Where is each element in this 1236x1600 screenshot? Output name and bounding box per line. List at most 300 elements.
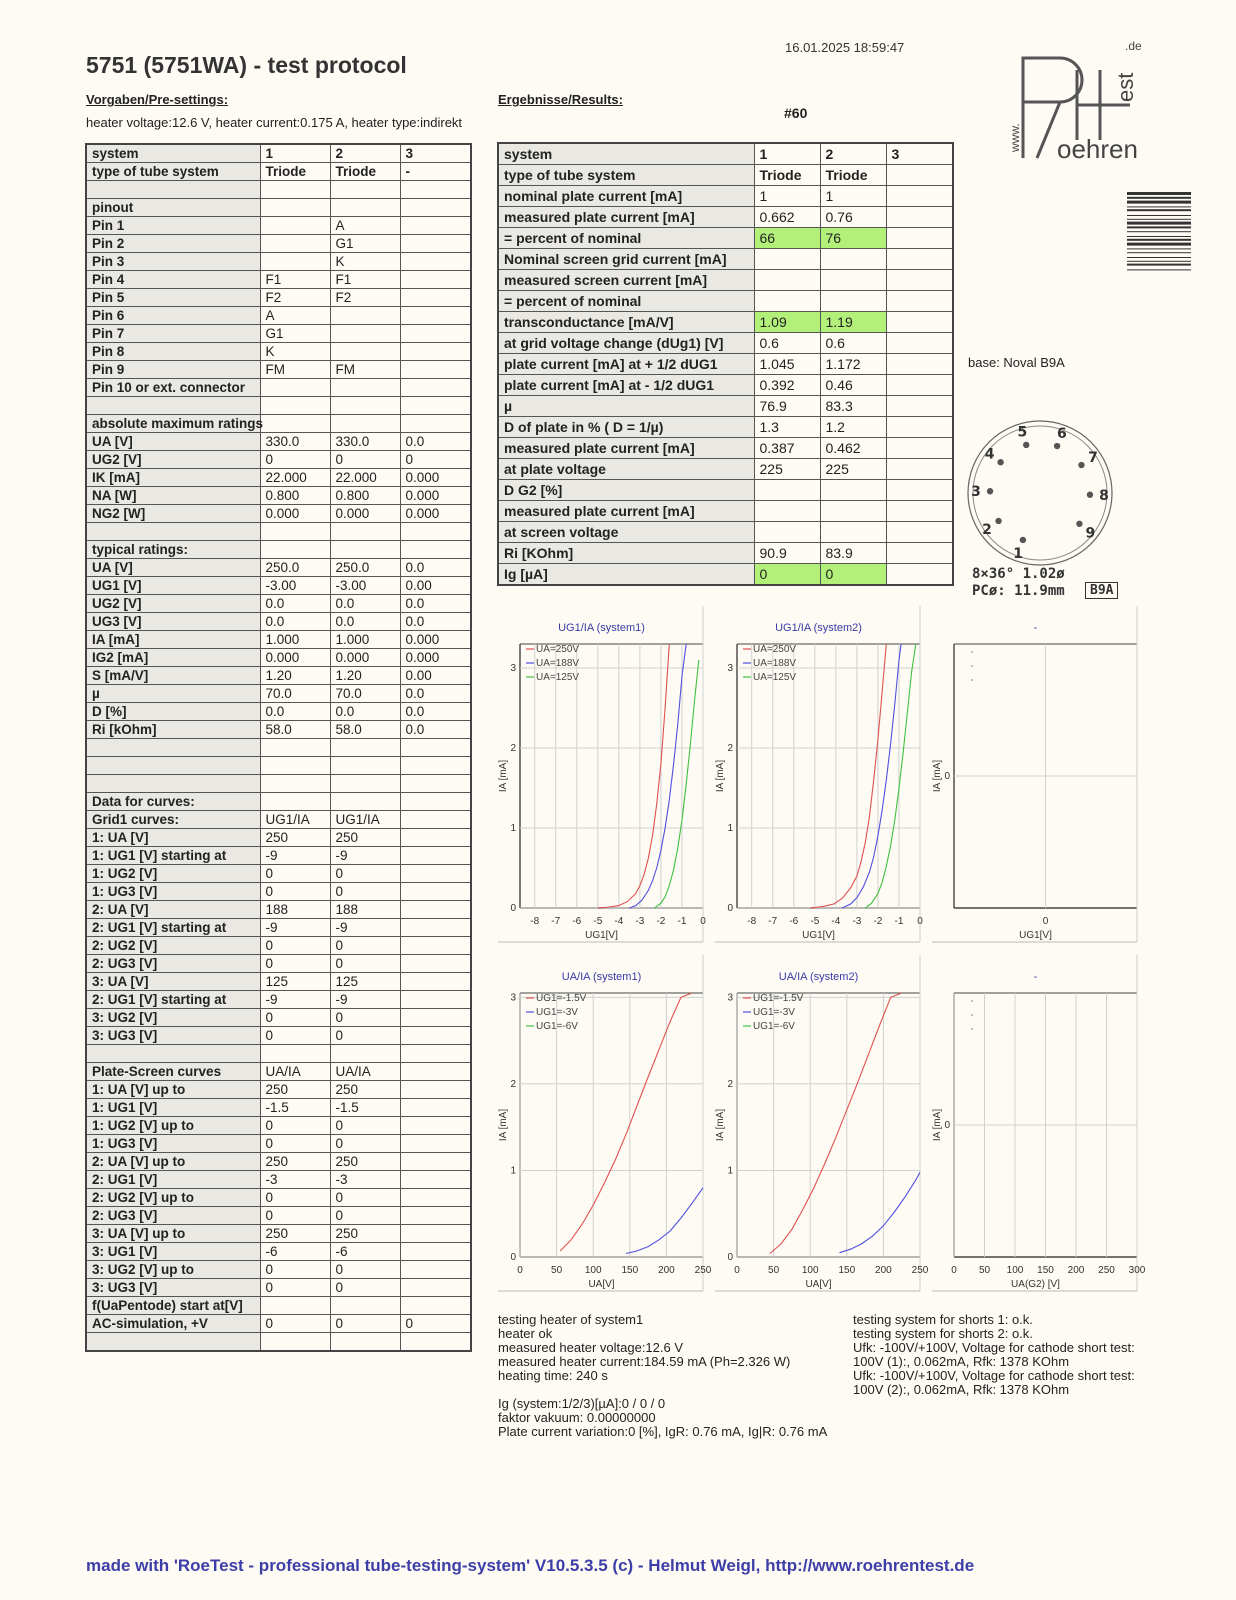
cell-value: 330.0 bbox=[260, 433, 330, 451]
table-row bbox=[86, 199, 471, 217]
cell-value bbox=[260, 793, 330, 811]
pin-number: 5 bbox=[1017, 424, 1028, 441]
cell-value: 0.0 bbox=[400, 559, 471, 577]
cell-value: -6 bbox=[330, 1243, 400, 1261]
cell-value: 0 bbox=[260, 451, 330, 469]
cell-value: 0 bbox=[260, 1207, 330, 1225]
row-label: Grid1 curves: bbox=[86, 811, 260, 829]
table-row bbox=[86, 1189, 471, 1207]
cell-value: UA/IA bbox=[330, 1063, 400, 1081]
x-axis-label: UG1[V] bbox=[585, 930, 618, 941]
cell-value: 0 bbox=[260, 1009, 330, 1027]
cell-value: FM bbox=[330, 361, 400, 379]
cell-value bbox=[886, 522, 953, 543]
cell-value: 1.3 bbox=[754, 417, 820, 438]
cell-value bbox=[260, 775, 330, 793]
cell-value: 225 bbox=[754, 459, 820, 480]
legend-entry: UA=188V bbox=[753, 658, 797, 669]
test-number: #60 bbox=[784, 105, 808, 121]
table-row bbox=[86, 883, 471, 901]
cell-value bbox=[400, 289, 471, 307]
cell-value bbox=[886, 291, 953, 312]
cell-value: 0 bbox=[400, 1315, 471, 1333]
table-row bbox=[86, 847, 471, 865]
cell-value bbox=[400, 397, 471, 415]
table-row bbox=[498, 396, 953, 417]
row-label: Plate-Screen curves bbox=[86, 1063, 260, 1081]
row-label: D G2 [%] bbox=[498, 480, 754, 501]
cell-value bbox=[400, 1207, 471, 1225]
row-label: Nominal screen grid current [mA] bbox=[498, 249, 754, 270]
cell-value bbox=[330, 793, 400, 811]
presettings-text: heater voltage:12.6 V, heater current:0.175 A, heater type:indirekt bbox=[86, 115, 463, 130]
cell-value: A bbox=[260, 307, 330, 325]
cell-value: 0 bbox=[330, 1315, 400, 1333]
chart-title: UA/IA (system1) bbox=[561, 971, 642, 983]
row-label: plate current [mA] at - 1/2 dUG1 bbox=[498, 375, 754, 396]
row-label: 1: UA [V] up to bbox=[86, 1081, 260, 1099]
cell-value bbox=[400, 883, 471, 901]
cell-value: 0 bbox=[330, 1189, 400, 1207]
cell-value: 1.045 bbox=[754, 354, 820, 375]
table-row bbox=[86, 433, 471, 451]
cell-value bbox=[400, 307, 471, 325]
table-row bbox=[86, 757, 471, 775]
table-row bbox=[86, 217, 471, 235]
row-label: µ bbox=[86, 685, 260, 703]
y-tick-label: 0 bbox=[944, 771, 950, 782]
cell-value: -6 bbox=[260, 1243, 330, 1261]
row-label: D of plate in % ( D = 1/µ) bbox=[498, 417, 754, 438]
cell-value bbox=[886, 270, 953, 291]
cell-value: 1 bbox=[260, 144, 330, 163]
cell-value: 2 bbox=[330, 144, 400, 163]
cell-value: 0 bbox=[260, 937, 330, 955]
table-row bbox=[86, 1243, 471, 1261]
row-label: 3: UG1 [V] bbox=[86, 1243, 260, 1261]
table-row bbox=[86, 955, 471, 973]
row-label: Pin 7 bbox=[86, 325, 260, 343]
cell-value: 90.9 bbox=[754, 543, 820, 564]
x-tick-label: -7 bbox=[551, 916, 561, 927]
cell-value: -9 bbox=[260, 919, 330, 937]
row-label: 3: UA [V] bbox=[86, 973, 260, 991]
x-tick-label: 200 bbox=[1067, 1265, 1085, 1276]
table-row bbox=[498, 501, 953, 522]
y-tick-label: 3 bbox=[727, 663, 733, 674]
table-row bbox=[86, 721, 471, 739]
table-row bbox=[86, 1063, 471, 1081]
x-tick-label: 50 bbox=[551, 1265, 563, 1276]
cell-value: FM bbox=[260, 361, 330, 379]
y-axis-label: IA [mA] bbox=[932, 759, 943, 793]
row-label: Pin 2 bbox=[86, 235, 260, 253]
cell-value bbox=[400, 865, 471, 883]
row-label bbox=[86, 181, 260, 199]
series-line bbox=[770, 993, 902, 1254]
legend-entry: UG1=-3V bbox=[753, 1007, 795, 1018]
cell-value: 188 bbox=[330, 901, 400, 919]
cell-value: 70.0 bbox=[260, 685, 330, 703]
cell-value bbox=[260, 1045, 330, 1063]
logo-de: .de bbox=[1125, 39, 1142, 53]
cell-value bbox=[754, 522, 820, 543]
pin-number: 6 bbox=[1057, 425, 1067, 442]
cell-value: UA/IA bbox=[260, 1063, 330, 1081]
footer-credit: made with 'RoeTest - professional tube-testing-system' V10.5.3.5 (c) - Helmut Weigl, http://www.roehrentest.de bbox=[86, 1556, 975, 1575]
row-label: Pin 10 or ext. connector bbox=[86, 379, 260, 397]
x-axis-label: UA[V] bbox=[805, 1279, 832, 1290]
table-row bbox=[86, 829, 471, 847]
cell-value bbox=[330, 415, 400, 433]
cell-value bbox=[400, 793, 471, 811]
table-row bbox=[86, 379, 471, 397]
cell-value bbox=[260, 739, 330, 757]
series-line bbox=[598, 644, 670, 908]
cell-value: 1.09 bbox=[754, 312, 820, 333]
table-row bbox=[86, 685, 471, 703]
row-label: absolute maximum ratings bbox=[86, 415, 260, 433]
cell-value: -3 bbox=[260, 1171, 330, 1189]
table-row bbox=[86, 1261, 471, 1279]
cell-value bbox=[400, 1045, 471, 1063]
cell-value bbox=[400, 1189, 471, 1207]
pin-dot bbox=[1076, 521, 1082, 527]
cell-value: 0.000 bbox=[400, 487, 471, 505]
row-label: 3: UG2 [V] bbox=[86, 1009, 260, 1027]
cell-value: 0 bbox=[820, 564, 886, 586]
presettings-table bbox=[85, 143, 472, 1352]
cell-value bbox=[400, 379, 471, 397]
cell-value bbox=[820, 522, 886, 543]
cell-value: 1.20 bbox=[330, 667, 400, 685]
cell-value bbox=[886, 396, 953, 417]
cell-value bbox=[400, 955, 471, 973]
legend-entry: UG1=-6V bbox=[536, 1021, 578, 1032]
note-line: heater ok bbox=[498, 1326, 553, 1341]
cell-value bbox=[330, 397, 400, 415]
row-label: = percent of nominal bbox=[498, 228, 754, 249]
table-row bbox=[86, 1333, 471, 1352]
row-label bbox=[86, 775, 260, 793]
table-row bbox=[86, 397, 471, 415]
x-tick-label: 300 bbox=[1128, 1265, 1146, 1276]
cell-value bbox=[260, 757, 330, 775]
table-row bbox=[86, 469, 471, 487]
row-label: 2: UG1 [V] starting at bbox=[86, 991, 260, 1009]
table-row bbox=[86, 1009, 471, 1027]
row-label: 1: UG2 [V] up to bbox=[86, 1117, 260, 1135]
table-row bbox=[86, 919, 471, 937]
cell-value: 0.462 bbox=[820, 438, 886, 459]
cell-value bbox=[400, 1081, 471, 1099]
table-row bbox=[86, 1135, 471, 1153]
table-row bbox=[86, 1171, 471, 1189]
x-axis-label: UG1[V] bbox=[1019, 930, 1052, 941]
row-label: 2: UG2 [V] bbox=[86, 937, 260, 955]
legend-dot bbox=[971, 665, 973, 667]
x-tick-label: 0 bbox=[917, 916, 923, 927]
legend-entry: UG1=-1.5V bbox=[536, 993, 587, 1004]
row-label: at screen voltage bbox=[498, 522, 754, 543]
table-row bbox=[86, 1117, 471, 1135]
row-label: measured plate current [mA] bbox=[498, 207, 754, 228]
row-label: Pin 6 bbox=[86, 307, 260, 325]
row-label: UG2 [V] bbox=[86, 451, 260, 469]
cell-value: 0.0 bbox=[400, 433, 471, 451]
cell-value: 0 bbox=[330, 1279, 400, 1297]
cell-value bbox=[400, 523, 471, 541]
y-tick-label: 3 bbox=[510, 992, 516, 1004]
row-label: 2: UG3 [V] bbox=[86, 1207, 260, 1225]
pin-number: 8 bbox=[1099, 488, 1109, 505]
cell-value bbox=[330, 757, 400, 775]
cell-value: 0 bbox=[260, 865, 330, 883]
row-label: 1: UA [V] bbox=[86, 829, 260, 847]
cell-value bbox=[400, 901, 471, 919]
table-row bbox=[498, 564, 953, 586]
cell-value: 0.0 bbox=[400, 685, 471, 703]
cell-value: 0.00 bbox=[400, 667, 471, 685]
cell-value: 250 bbox=[330, 1081, 400, 1099]
cell-value: 0 bbox=[400, 451, 471, 469]
cell-value bbox=[820, 291, 886, 312]
cell-value bbox=[330, 1297, 400, 1315]
cell-value bbox=[886, 186, 953, 207]
table-row bbox=[498, 522, 953, 543]
cell-value bbox=[400, 217, 471, 235]
table-row bbox=[86, 937, 471, 955]
cell-value: -3.00 bbox=[260, 577, 330, 595]
y-tick-label: 0 bbox=[510, 1252, 516, 1263]
cell-value bbox=[886, 312, 953, 333]
row-label bbox=[86, 757, 260, 775]
cell-value: G1 bbox=[330, 235, 400, 253]
cell-value: -3 bbox=[330, 1171, 400, 1189]
cell-value bbox=[886, 501, 953, 522]
table-row bbox=[86, 253, 471, 271]
note-line: heating time: 240 s bbox=[498, 1368, 608, 1383]
legend-entry: UA=188V bbox=[536, 658, 580, 669]
row-label: D [%] bbox=[86, 703, 260, 721]
row-label: NA [W] bbox=[86, 487, 260, 505]
table-row bbox=[498, 291, 953, 312]
cell-value: 1.000 bbox=[330, 631, 400, 649]
table-row bbox=[86, 1279, 471, 1297]
cell-value: 0.6 bbox=[820, 333, 886, 354]
cell-value bbox=[400, 343, 471, 361]
table-row bbox=[86, 307, 471, 325]
cell-value: 58.0 bbox=[330, 721, 400, 739]
table-row bbox=[86, 1081, 471, 1099]
pin-dot bbox=[995, 518, 1001, 524]
table-row bbox=[86, 703, 471, 721]
table-row bbox=[498, 312, 953, 333]
cell-value: 3 bbox=[886, 143, 953, 165]
cell-value: 0 bbox=[330, 1135, 400, 1153]
note-line: measured heater current:184.59 mA (Ph=2.326 W) bbox=[498, 1354, 791, 1369]
cell-value: 76 bbox=[820, 228, 886, 249]
cell-value: 1.172 bbox=[820, 354, 886, 375]
x-tick-label: 250 bbox=[911, 1265, 929, 1276]
cell-value: Triode bbox=[754, 165, 820, 186]
cell-value: 0.392 bbox=[754, 375, 820, 396]
row-label: S [mA/V] bbox=[86, 667, 260, 685]
cell-value bbox=[330, 739, 400, 757]
roehrentest-logo bbox=[1005, 40, 1155, 175]
legend-entry: UA=125V bbox=[753, 672, 797, 683]
pin-dot bbox=[1023, 442, 1029, 448]
cell-value: 0 bbox=[260, 1315, 330, 1333]
cell-value bbox=[886, 543, 953, 564]
row-label: 2: UA [V] up to bbox=[86, 1153, 260, 1171]
base-spec-angle: 8×36° 1.02ø bbox=[972, 566, 1065, 582]
cell-value bbox=[400, 1063, 471, 1081]
cell-value bbox=[260, 523, 330, 541]
y-axis-label: IA [mA] bbox=[932, 1108, 943, 1142]
chart-title: UA/IA (system2) bbox=[778, 971, 859, 983]
cell-value: 83.9 bbox=[820, 543, 886, 564]
x-tick-label: 250 bbox=[694, 1265, 712, 1276]
cell-value: 125 bbox=[260, 973, 330, 991]
row-label: 3: UA [V] up to bbox=[86, 1225, 260, 1243]
row-label: Data for curves: bbox=[86, 793, 260, 811]
cell-value bbox=[886, 375, 953, 396]
cell-value: 0.000 bbox=[260, 649, 330, 667]
pin-number: 4 bbox=[984, 446, 995, 463]
cell-value: -1.5 bbox=[260, 1099, 330, 1117]
cell-value: F2 bbox=[330, 289, 400, 307]
table-row bbox=[498, 459, 953, 480]
row-label bbox=[86, 397, 260, 415]
cell-value bbox=[400, 199, 471, 217]
cell-value: F1 bbox=[330, 271, 400, 289]
legend-dot bbox=[971, 1028, 973, 1030]
pin-dot bbox=[987, 488, 993, 494]
cell-value bbox=[400, 235, 471, 253]
cell-value bbox=[886, 354, 953, 375]
cell-value: 0.000 bbox=[400, 649, 471, 667]
x-tick-label: -6 bbox=[789, 916, 799, 927]
row-label: UG3 [V] bbox=[86, 613, 260, 631]
cell-value: -9 bbox=[330, 919, 400, 937]
table-row bbox=[86, 1207, 471, 1225]
note-line: Ufk: -100V/+100V, Voltage for cathode short test: bbox=[853, 1368, 1135, 1383]
cell-value: 0 bbox=[330, 865, 400, 883]
cell-value bbox=[330, 379, 400, 397]
x-axis-label: UA[V] bbox=[588, 1279, 615, 1290]
table-row bbox=[498, 165, 953, 186]
row-label: Pin 5 bbox=[86, 289, 260, 307]
table-row bbox=[498, 480, 953, 501]
row-label: system bbox=[86, 144, 260, 163]
y-tick-label: 1 bbox=[727, 1165, 733, 1177]
table-row bbox=[498, 438, 953, 459]
y-axis-label: IA [mA] bbox=[715, 1108, 726, 1142]
cell-value: 0 bbox=[260, 1261, 330, 1279]
legend-entry: UG1=-6V bbox=[753, 1021, 795, 1032]
cell-value: 0.0 bbox=[260, 595, 330, 613]
note-line: 100V (2):, 0.062mA, Rfk: 1378 KOhm bbox=[853, 1382, 1070, 1397]
cell-value bbox=[820, 270, 886, 291]
row-label: pinout bbox=[86, 199, 260, 217]
cell-value: 1.19 bbox=[820, 312, 886, 333]
cell-value: 0.000 bbox=[330, 505, 400, 523]
cell-value bbox=[400, 181, 471, 199]
note-line: testing heater of system1 bbox=[498, 1312, 644, 1327]
table-row bbox=[86, 505, 471, 523]
row-label: 2: UA [V] bbox=[86, 901, 260, 919]
results-heading: Ergebnisse/Results: bbox=[498, 92, 623, 107]
legend-entry: UA=250V bbox=[536, 644, 580, 655]
pin-number: 9 bbox=[1085, 525, 1096, 542]
cell-value: UG1/IA bbox=[260, 811, 330, 829]
cell-value bbox=[260, 1297, 330, 1315]
pin-dot bbox=[1087, 492, 1093, 498]
table-row bbox=[498, 417, 953, 438]
table-row bbox=[86, 144, 471, 163]
y-tick-label: 0 bbox=[944, 1120, 950, 1131]
logo-www: www. bbox=[1008, 123, 1022, 152]
cell-value bbox=[400, 361, 471, 379]
cell-value: 1.000 bbox=[260, 631, 330, 649]
cell-value: 250 bbox=[330, 829, 400, 847]
x-tick-label: 200 bbox=[875, 1265, 892, 1276]
x-tick-label: 200 bbox=[658, 1265, 675, 1276]
cell-value: -1.5 bbox=[330, 1099, 400, 1117]
cell-value bbox=[400, 919, 471, 937]
cell-value: 0 bbox=[260, 1135, 330, 1153]
cell-value bbox=[400, 1297, 471, 1315]
row-label bbox=[86, 739, 260, 757]
cell-value: 250 bbox=[260, 1153, 330, 1171]
note-line: Ig (system:1/2/3)[µA]:0 / 0 / 0 bbox=[498, 1396, 666, 1411]
cell-value bbox=[400, 811, 471, 829]
cell-value bbox=[330, 325, 400, 343]
table-row bbox=[498, 354, 953, 375]
row-label: NG2 [W] bbox=[86, 505, 260, 523]
cell-value: -9 bbox=[260, 991, 330, 1009]
y-axis-label: IA [mA] bbox=[498, 1108, 509, 1142]
cell-value: -9 bbox=[330, 991, 400, 1009]
cell-value: 0 bbox=[260, 1279, 330, 1297]
cell-value: 0.0 bbox=[400, 595, 471, 613]
cell-value: 250.0 bbox=[330, 559, 400, 577]
table-row bbox=[86, 811, 471, 829]
cell-value: 125 bbox=[330, 973, 400, 991]
cell-value bbox=[886, 165, 953, 186]
table-row bbox=[86, 361, 471, 379]
legend-dot bbox=[971, 651, 973, 653]
series-line bbox=[560, 993, 692, 1251]
row-label: measured plate current [mA] bbox=[498, 501, 754, 522]
cell-value bbox=[400, 1027, 471, 1045]
cell-value bbox=[400, 1171, 471, 1189]
base-label: base: Noval B9A bbox=[968, 355, 1065, 370]
row-label bbox=[86, 523, 260, 541]
table-row bbox=[86, 973, 471, 991]
row-label: Pin 9 bbox=[86, 361, 260, 379]
cell-value bbox=[820, 480, 886, 501]
table-row bbox=[86, 523, 471, 541]
cell-value: 1 bbox=[820, 186, 886, 207]
row-label: 2: UG2 [V] up to bbox=[86, 1189, 260, 1207]
row-label: UA [V] bbox=[86, 433, 260, 451]
table-row bbox=[86, 541, 471, 559]
cell-value: -9 bbox=[260, 847, 330, 865]
table-row bbox=[86, 577, 471, 595]
y-tick-label: 0 bbox=[727, 1252, 733, 1263]
